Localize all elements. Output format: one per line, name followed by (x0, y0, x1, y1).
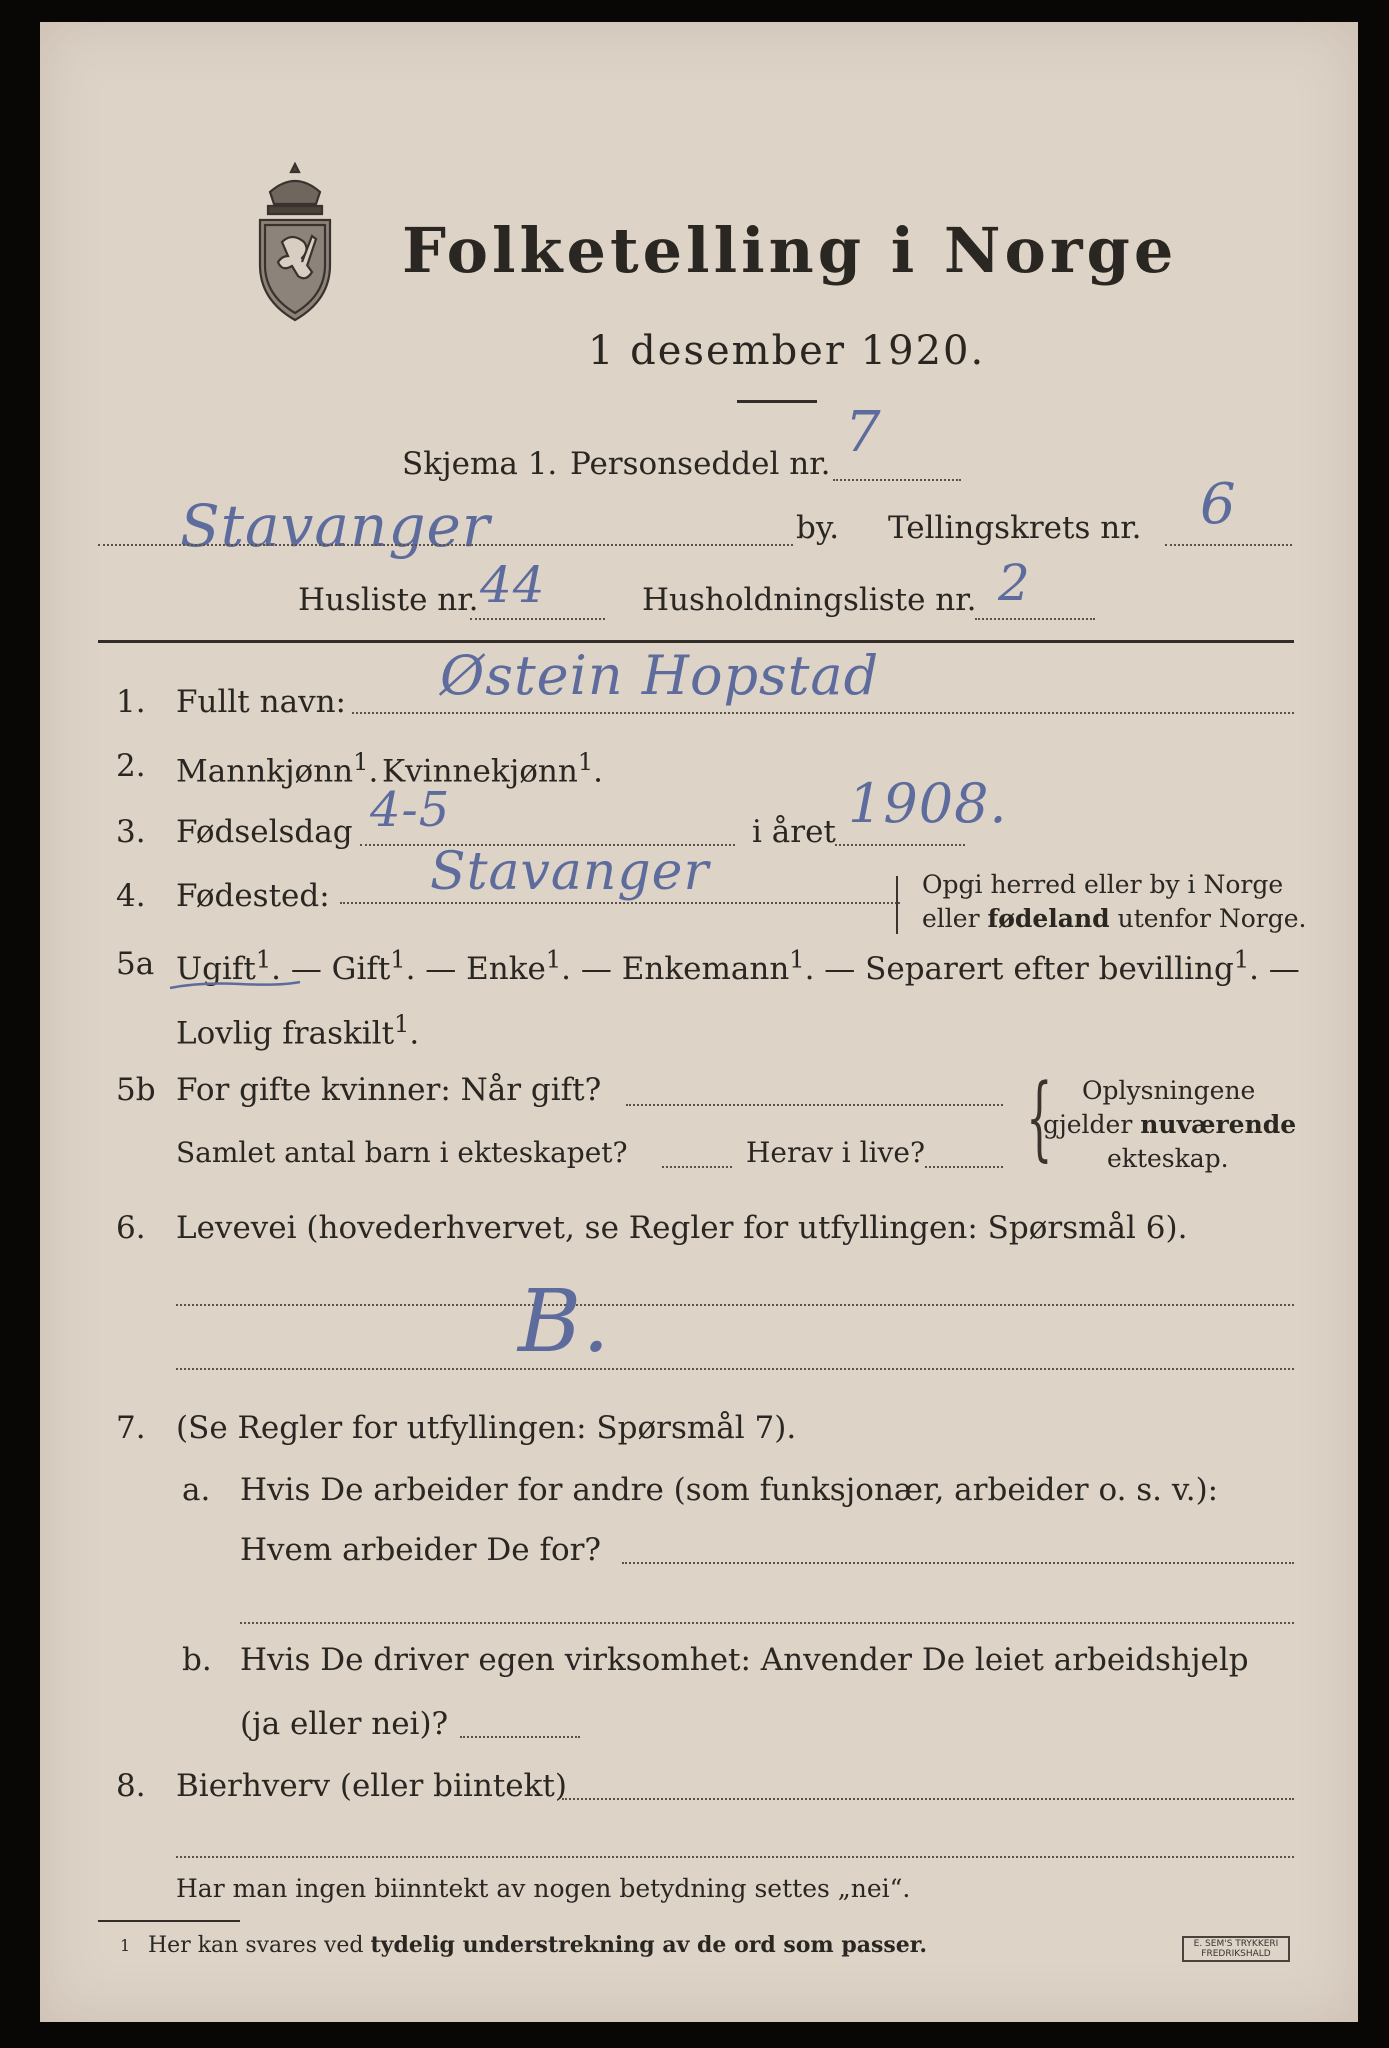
q4-line (340, 902, 900, 904)
q2-dot-2: . (593, 753, 603, 790)
kvinnekjonn-label: Kvinnekjønn (382, 753, 578, 790)
q1-line (352, 712, 1294, 714)
q1-label: Fullt navn: (176, 684, 346, 720)
printer-stamp-line-2: FREDRIKSHALD (1201, 1949, 1271, 1959)
husholdning-line (975, 618, 1095, 620)
enkemann-option[interactable] (580, 946, 815, 988)
mannkjonn-label: Mannkjønn (176, 753, 354, 790)
q8-note: Har man ingen biinntekt av nogen betydning settes „nei“. (176, 1874, 911, 1903)
personseddel-value[interactable]: 7 (845, 400, 882, 465)
separert-dash: . — (1249, 951, 1300, 988)
q2-number: 2. (116, 748, 146, 784)
enkemann-mark: 1 (789, 946, 805, 974)
q5b-note-3: ekteskap. (1107, 1144, 1229, 1173)
enke-option[interactable] (425, 946, 572, 988)
q4-number: 4. (116, 878, 146, 914)
q3-year-line (835, 844, 965, 846)
q6-value[interactable]: B. (518, 1272, 611, 1372)
tellingskrets-line (1165, 544, 1292, 546)
footnote-text-b: tydelig understrekning av de ord som passer. (370, 1932, 928, 1958)
q5b-note-2b: nuværende (1140, 1110, 1297, 1139)
husholdning-label: Husholdningsliste nr. (642, 582, 977, 618)
fraskilt-option[interactable] (176, 1010, 419, 1051)
printer-stamp-line-1: E. SEM'S TRYKKERI (1193, 1939, 1279, 1949)
census-form-sheet (40, 22, 1358, 2022)
tellingskrets-value[interactable]: 6 (1200, 472, 1237, 537)
q8-label: Bierhverv (eller biintekt) (176, 1768, 567, 1804)
form-title: Folketelling i Norge (402, 214, 1178, 287)
q3-value[interactable]: 4-5 (370, 782, 451, 838)
husliste-label: Husliste nr. (298, 582, 479, 618)
coat-of-arms-icon (250, 162, 340, 322)
ugift-dot: . (271, 951, 281, 988)
q4-note-2c: utenfor Norge. (1109, 904, 1307, 933)
q8-line-1 (562, 1798, 1294, 1800)
gift-label: — Gift (290, 951, 391, 988)
gift-option[interactable] (290, 946, 416, 988)
q7a-label-1: Hvis De arbeider for andre (som funksjonær, arbeider o. s. v.): (240, 1472, 1219, 1508)
q4-note-brace (896, 876, 902, 934)
form-date: 1 desember 1920. (588, 328, 986, 374)
q6-line-2 (176, 1368, 1294, 1370)
q2-mannkjonn[interactable] (176, 748, 378, 789)
q5b-label-3: Herav i live? (746, 1136, 925, 1169)
separert-option[interactable] (824, 946, 1300, 988)
personseddel-line (833, 479, 961, 481)
q5b-line-2 (662, 1166, 732, 1168)
footnote-mark: 1 (120, 1936, 131, 1955)
gift-mark: 1 (390, 946, 406, 974)
enkemann-dot: . (804, 951, 815, 988)
q7b-label-1: Hvis De driver egen virksomhet: Anvender De leiet arbeidshjelp (240, 1642, 1249, 1678)
q5b-number: 5b (116, 1072, 156, 1108)
q5b-note-2 (1043, 1110, 1296, 1139)
q5a-number: 5a (116, 946, 155, 982)
q4-note-line-2 (922, 904, 1306, 933)
q7-number: 7. (116, 1410, 146, 1446)
tellingskrets-label: Tellingskrets nr. (888, 510, 1142, 546)
q4-note-line-1: Opgi herred eller by i Norge (922, 870, 1284, 899)
q5b-line-3 (925, 1166, 1003, 1168)
q3-number: 3. (116, 814, 146, 850)
q1-value[interactable]: Østein Hopstad (440, 644, 880, 707)
q5b-note-brace: { (1026, 1064, 1053, 1171)
ugift-label: Ugift (176, 951, 256, 988)
q4-note-2b: fødeland (987, 904, 1110, 933)
enke-dot: . (561, 951, 572, 988)
header-separator (98, 640, 1294, 643)
husholdning-value[interactable]: 2 (998, 554, 1031, 612)
q5b-note-1: Oplysningene (1082, 1076, 1256, 1105)
husliste-line (470, 618, 605, 620)
q5b-label-2: Samlet antal barn i ekteskapet? (176, 1136, 628, 1169)
printer-stamp (1182, 1936, 1290, 1962)
title-underline (737, 400, 817, 403)
q5b-note-2a: gjelder (1043, 1110, 1141, 1139)
q7b-line (460, 1736, 580, 1738)
q3-year-value[interactable]: 1908. (848, 772, 1008, 835)
q2-dot-1: . (368, 753, 379, 790)
q6-number: 6. (116, 1210, 146, 1246)
footnote-separator (98, 1920, 240, 1922)
footnote-text (148, 1932, 927, 1958)
personseddel-label: Personseddel nr. (570, 446, 831, 482)
q7a-label-2: Hvem arbeider De for? (240, 1532, 602, 1568)
q1-number: 1. (116, 684, 146, 720)
enkemann-label: — Enkemann (580, 951, 790, 988)
fraskilt-label: Lovlig fraskilt (176, 1015, 395, 1052)
city-line (98, 544, 793, 546)
q2-footnote-mark-2: 1 (577, 748, 594, 776)
fraskilt-dot: . (409, 1015, 420, 1052)
skjema-label: Skjema 1. (402, 446, 558, 482)
q8-number: 8. (116, 1768, 146, 1804)
q6-line-1 (176, 1304, 1294, 1306)
gift-dot: . (405, 951, 416, 988)
q7a-number: a. (182, 1472, 211, 1508)
city-value[interactable]: Stavanger (180, 492, 491, 560)
ugift-underline-mark (168, 970, 308, 1000)
footnote-text-a: Her kan svares ved (148, 1933, 371, 1958)
ugift-mark: 1 (255, 946, 272, 974)
q7a-line-2 (240, 1622, 1294, 1624)
q8-line-2 (176, 1856, 1294, 1858)
husliste-value[interactable]: 44 (480, 556, 546, 614)
separert-mark: 1 (1233, 946, 1250, 974)
q7a-line-1 (622, 1562, 1294, 1564)
enke-mark: 1 (545, 946, 562, 974)
separert-label: — Separert efter bevilling (824, 951, 1234, 988)
q3-label: Fødselsdag (176, 814, 353, 850)
q4-note-2a: eller (922, 904, 988, 933)
q2-footnote-mark-1: 1 (353, 748, 369, 776)
q7-label: (Se Regler for utfyllingen: Spørsmål 7). (176, 1410, 797, 1446)
q5b-line-1 (626, 1104, 1003, 1106)
q3-year-label: i året (752, 814, 836, 850)
q5a-options (176, 946, 1300, 987)
q4-label: Fødested: (176, 878, 330, 914)
enke-label: — Enke (425, 951, 546, 988)
q7b-label-2: (ja eller nei)? (240, 1706, 449, 1742)
q6-label: Levevei (hovederhvervet, se Regler for utfyllingen: Spørsmål 6). (176, 1210, 1188, 1246)
q4-value[interactable]: Stavanger (430, 842, 710, 902)
q5b-label-1: For gifte kvinner: Når gift? (176, 1072, 602, 1108)
by-label: by. (796, 510, 840, 546)
q7b-number: b. (182, 1642, 212, 1678)
fraskilt-mark: 1 (394, 1010, 410, 1038)
